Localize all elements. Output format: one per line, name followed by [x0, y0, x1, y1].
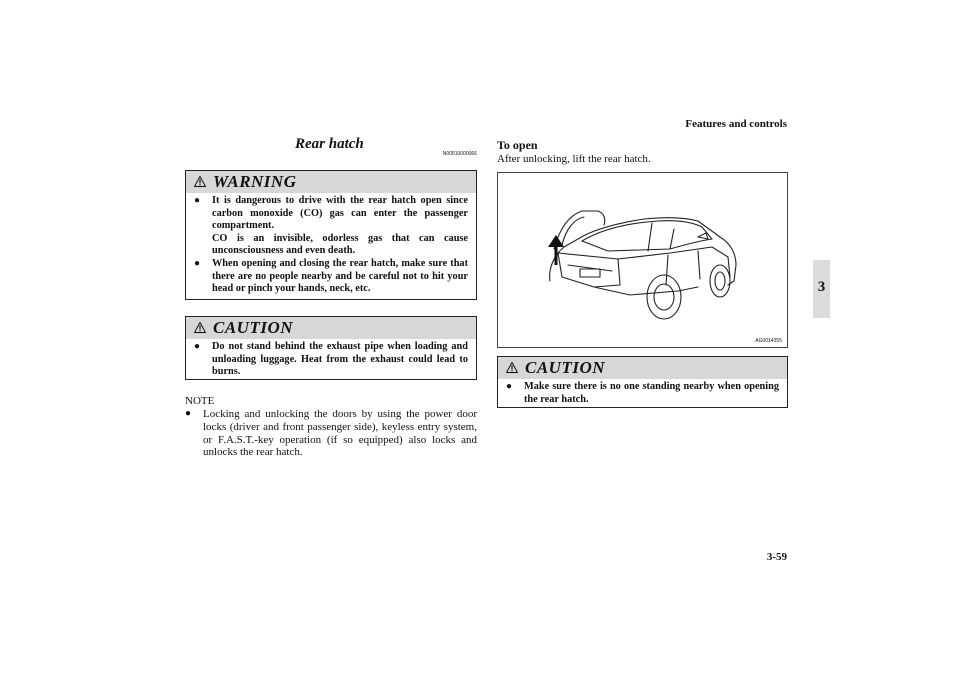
warning-item-text: It is dangerous to drive with the rear hatch open since carbon monoxide (CO) gas can enter the passenger compartment. CO is an invisible, odorless gas that can cause unconsciousness and even death.: [212, 195, 468, 257]
caution-item: [194, 341, 468, 379]
bullet-icon: ●: [194, 341, 201, 352]
caution-item-text: Make sure there is no one standing nearby when opening the rear hatch.: [524, 381, 779, 405]
rear-hatch-figure: [497, 172, 788, 348]
caution-body: [498, 379, 787, 412]
page-header: Features and controls: [685, 118, 787, 130]
warning-box: [185, 170, 477, 300]
warning-item: [194, 258, 468, 296]
warning-body: [186, 193, 476, 302]
caution-header: [498, 357, 787, 379]
note-label: NOTE: [185, 395, 215, 407]
section-title: Rear hatch: [295, 136, 364, 152]
figure-code: AG0014355: [755, 338, 782, 344]
caution-label: CAUTION: [525, 358, 606, 377]
bullet-icon: ●: [194, 195, 201, 206]
caution-item-text: Do not stand behind the exhaust pipe when loading and unloading luggage. Heat from the exhaust could lead to burns.: [212, 341, 468, 378]
car-rear-hatch-icon: [498, 173, 787, 347]
caution-box-left: [185, 316, 477, 380]
warning-header: [186, 171, 476, 193]
section-code: N00510000066: [442, 151, 477, 157]
to-open-text: After unlocking, lift the rear hatch.: [497, 153, 651, 165]
caution-triangle-icon: [194, 322, 206, 333]
caution-item: [506, 381, 779, 406]
caution-body: [186, 339, 476, 385]
caution-label: CAUTION: [213, 318, 294, 337]
warning-label: WARNING: [213, 172, 297, 191]
to-open-title: To open: [497, 138, 538, 152]
caution-header: [186, 317, 476, 339]
bullet-icon: ●: [194, 257, 201, 269]
page-number: 3-59: [766, 551, 787, 563]
note-item: [185, 408, 477, 459]
bullet-icon: ●: [185, 408, 192, 419]
chapter-number: 3: [817, 279, 826, 295]
warning-item-text: When opening and closing the rear hatch, make sure that there are no people nearby and be careful not to hit your head or pinch your hands, neck, etc.: [212, 257, 468, 295]
bullet-icon: ●: [506, 381, 513, 392]
caution-triangle-icon: [506, 362, 518, 373]
warning-item: [194, 195, 468, 258]
chapter-tab: [813, 260, 830, 318]
caution-box-right: [497, 356, 788, 408]
note-item-text: Locking and unlocking the doors by using the power door locks (driver and front passenger side), keyless entry system, or F.A.S.T.-key operation (if so equipped) also locks and unlocks the rear hatch.: [203, 408, 477, 459]
warning-triangle-icon: [194, 176, 206, 187]
